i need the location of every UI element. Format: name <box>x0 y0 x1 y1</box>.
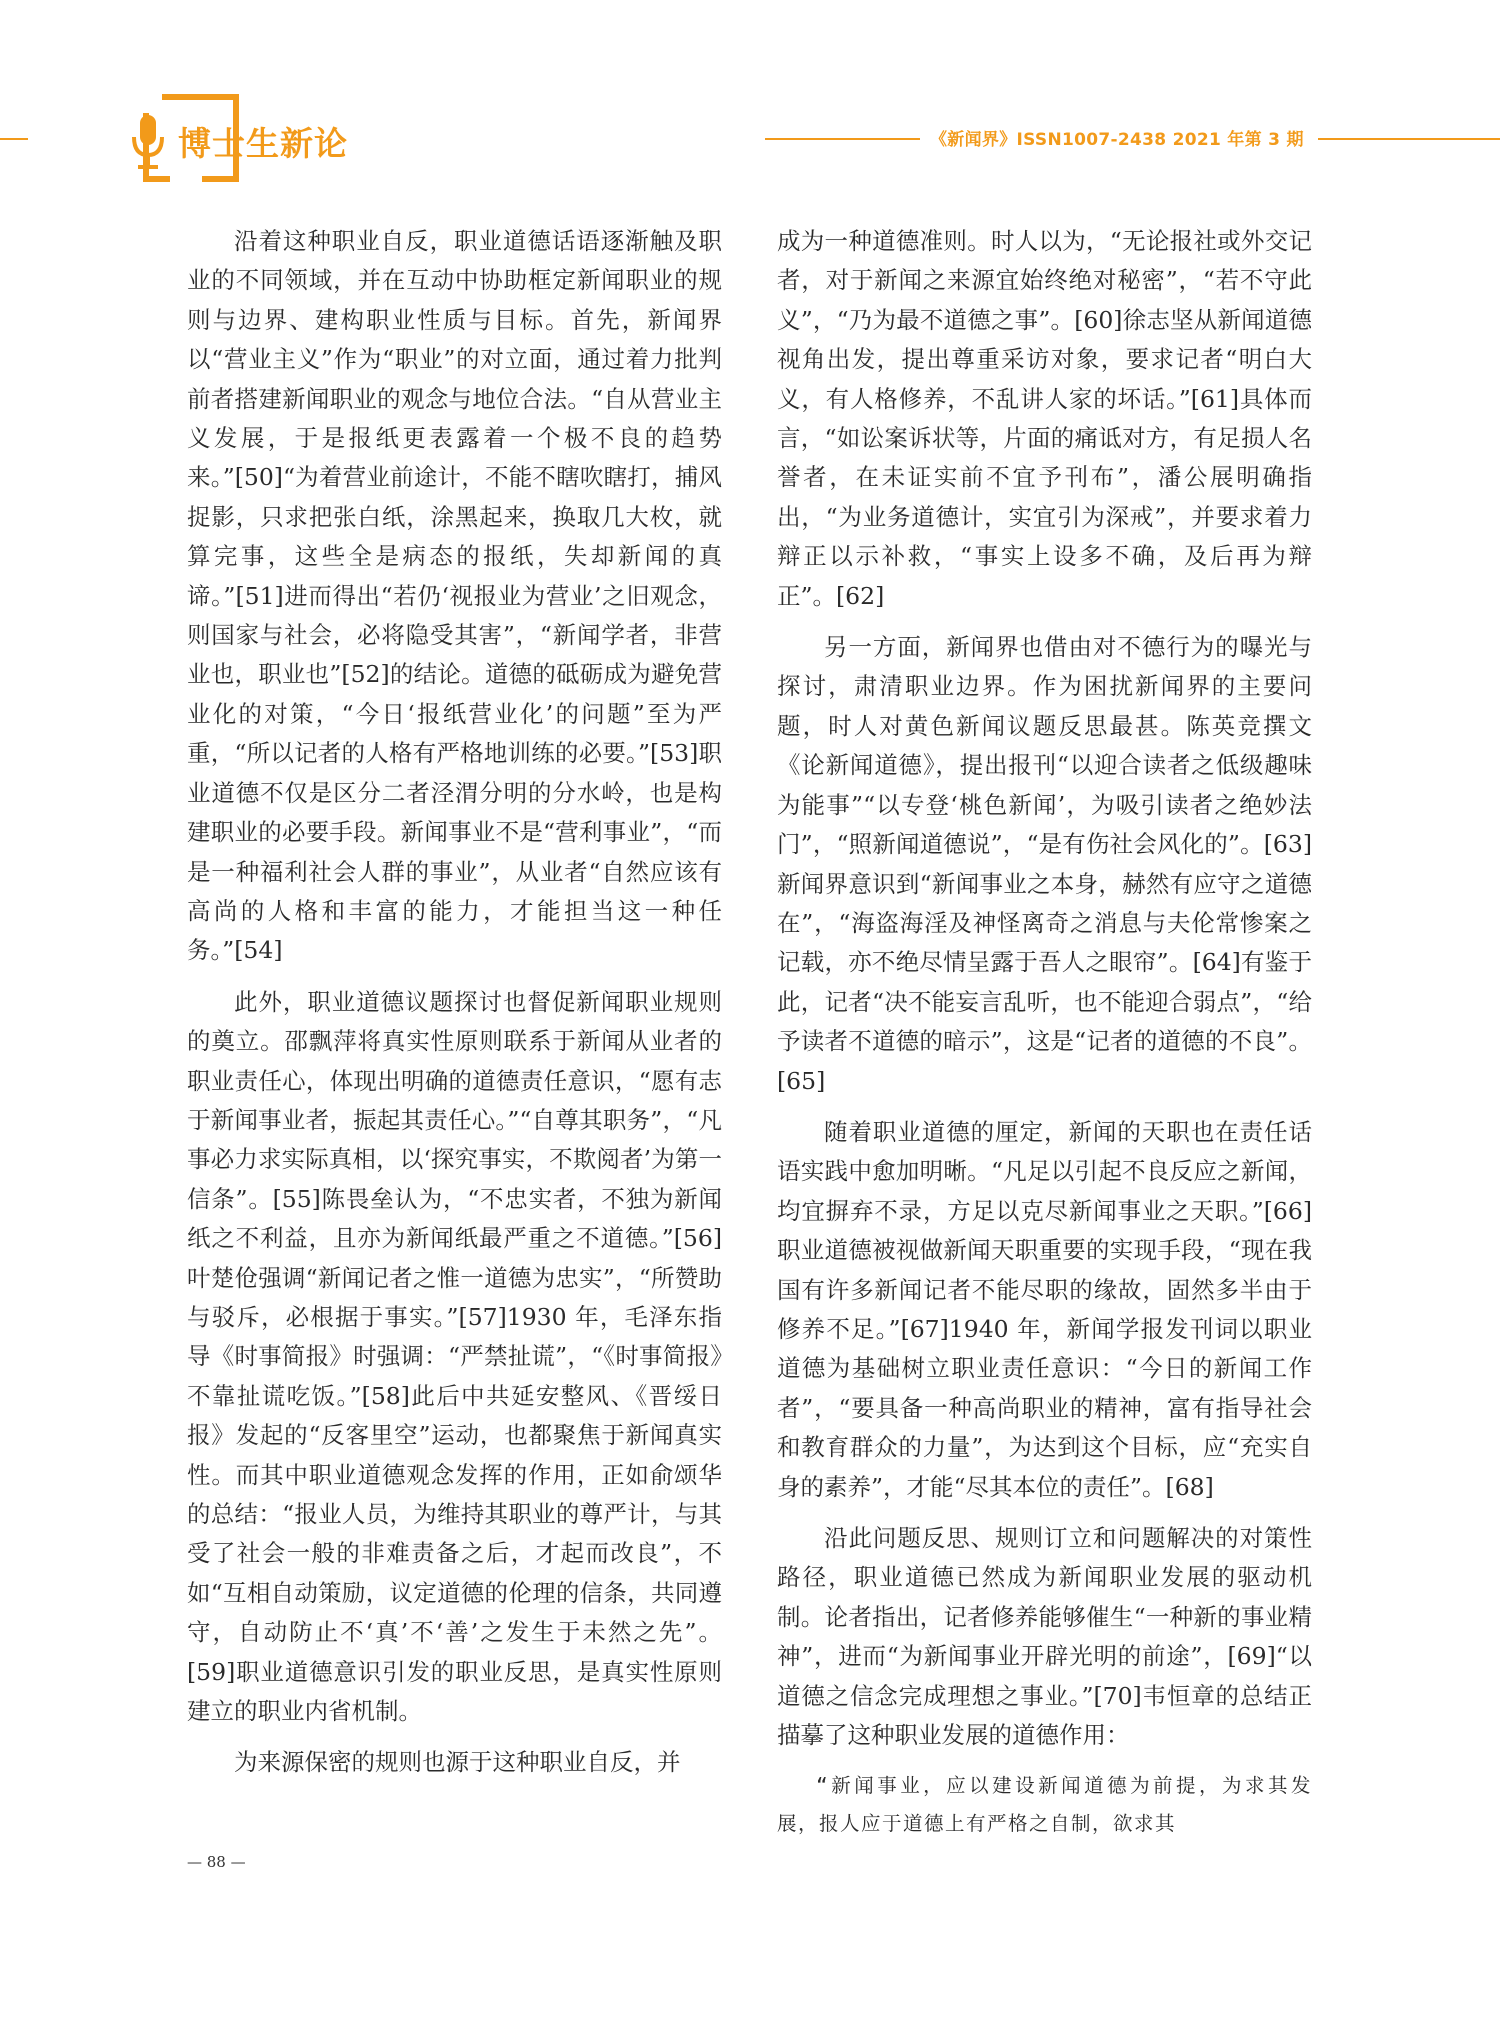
block-quote: “新闻事业，应以建设新闻道德为前提，为求其发展，报人应于道德上有严格之自制，欲求其 <box>777 1774 1312 1836</box>
section-title: 博士生新论 <box>178 124 348 163</box>
paragraph: 此外，职业道德议题探讨也督促新闻职业规则的奠立。邵飘萍将真实性原则联系于新闻从业者的职业责任心，体现出明确的道德责任意识，“愿有志于新闻事业者，振起其责任心。”“自尊其职务”，“凡事必力求实际真相，以‘探究事实，不欺阅者’为第一信条”。[55]陈畏垒认为，“不忠实者，不独为新闻纸之不利益，且亦为新闻纸最严重之不道德。”[56]叶楚伧强调“新闻记者之惟一道德为忠实”，“所赞助与驳斥，必根据于事实。”[57]1930 年，毛泽东指导《时事简报》时强调：“严禁扯谎”，“《时事简报》不靠扯谎吃饭。”[58]此后中共延安整风、《晋绥日报》发起的“反客里空”运动，也都聚焦于新闻真实性。而其中职业道德观念发挥的作用，正如俞颂华的总结：“报业人员，为维持其职业的尊严计，与其受了社会一般的非难责备之后，才起而改良”，不如“互相自动策励，议定道德的伦理的信条，共同遵守，自动防止不‘真’不‘善’之发生于未然之先”。[59]职业道德意识引发的职业反思，是真实性原则建立的职业内省机制。 <box>187 987 722 1726</box>
paragraph: 为来源保密的规则也源于这种职业自反，并 <box>234 1748 681 1777</box>
header-rule-middle <box>765 138 920 140</box>
journal-issue-info: 《新闻界》ISSN1007-2438 2021 年第 3 期 <box>930 130 1304 150</box>
microphone-icon <box>130 113 166 171</box>
paragraph: 沿此问题反思、规则订立和问题解决的对策性路径，职业道德已然成为新闻职业发展的驱动机制。论者指出，记者修养能够催生“一种新的事业精神”，进而“为新闻事业开辟光明的前途”，[69]“以道德之信念完成理想之事业。”[70]韦恒章的总结正描摹了这种职业发展的道德作用： <box>777 1524 1312 1750</box>
right-column <box>777 222 1312 1843</box>
page-header <box>0 0 1500 210</box>
paragraph-continuation: 成为一种道德准则。时人以为，“无论报社或外交记者，对于新闻之来源宜始终绝对秘密”，“若不守此义”，“乃为最不道德之事”。[60]徐志坚从新闻道德视角出发，提出尊重采访对象，要求记者“明白大义，有人格修养，不乱讲人家的坏话。”[61]具体而言，“如讼案诉状等，片面的痛诋对方，有足损人名誉者，在未证实前不宜予刊布”，潘公展明确指出，“为业务道德计，实宜引为深戒”，并要求着力辩正以示补救，“事实上设多不确，及后再为辩正”。[62] <box>777 227 1312 610</box>
header-rule-right <box>1318 138 1500 140</box>
paragraph: 另一方面，新闻界也借由对不德行为的曝光与探讨，肃清职业边界。作为困扰新闻界的主要问题，时人对黄色新闻议题反思最甚。陈英竞撰文《论新闻道德》，提出报刊“以迎合读者之低级趣味为能事”“以专登‘桃色新闻’，为吸引读者之绝妙法门”，“照新闻道德说”，“是有伤社会风化的”。[63]新闻界意识到“新闻事业之本身，赫然有应守之道德在”，“海盗海淫及神怪离奇之消息与夫伦常惨案之记载，亦不绝尽情呈露于吾人之眼帘”。[64]有鉴于此，记者“决不能妄言乱听，也不能迎合弱点”，“给予读者不道德的暗示”，这是“记者的道德的不良”。[65] <box>777 633 1312 1095</box>
left-column <box>187 222 722 1783</box>
paragraph: 沿着这种职业自反，职业道德话语逐渐触及职业的不同领域，并在互动中协助框定新闻职业的规则与边界、建构职业性质与目标。首先，新闻界以“营业主义”作为“职业”的对立面，通过着力批判前者搭建新闻职业的观念与地位合法。“自从营业主义发展，于是报纸更表露着一个极不良的趋势来。”[50]“为着营业前途计，不能不瞎吹瞎打，捕风捉影，只求把张白纸，涂黑起来，换取几大枚，就算完事，这些全是病态的报纸，失却新闻的真谛。”[51]进而得出“若仍‘视报业为营业’之旧观念，则国家与社会，必将隐受其害”，“新闻学者，非营业也，职业也”[52]的结论。道德的砥砺成为避免营业化的对策，“今日‘报纸营业化’的问题”至为严重，“所以记者的人格有严格地训练的必要。”[53]职业道德不仅是区分二者泾渭分明的分水岭，也是构建职业的必要手段。新闻事业不是“营利事业”，“而是一种福利社会人群的事业”，从业者“自然应该有高尚的人格和丰富的能力，才能担当这一种任务。”[54] <box>187 227 722 965</box>
paragraph: 随着职业道德的厘定，新闻的天职也在责任话语实践中愈加明晰。“凡足以引起不良反应之新闻，均宜摒弃不录，方足以克尽新闻事业之天职。”[66]职业道德被视做新闻天职重要的实现手段，“现在我国有许多新闻记者不能尽职的缘故，固然多半由于修养不足。”[67]1940 年，新闻学报发刊词以职业道德为基础树立职业责任意识：“今日的新闻工作者”，“要具备一种高尚职业的精神，富有指导社会和教育群众的力量”，为达到这个目标，应“充实自身的素养”，才能“尽其本位的责任”。[68] <box>777 1117 1312 1501</box>
header-rule-left <box>0 138 28 140</box>
page-number: — 88 — <box>187 1853 246 1871</box>
